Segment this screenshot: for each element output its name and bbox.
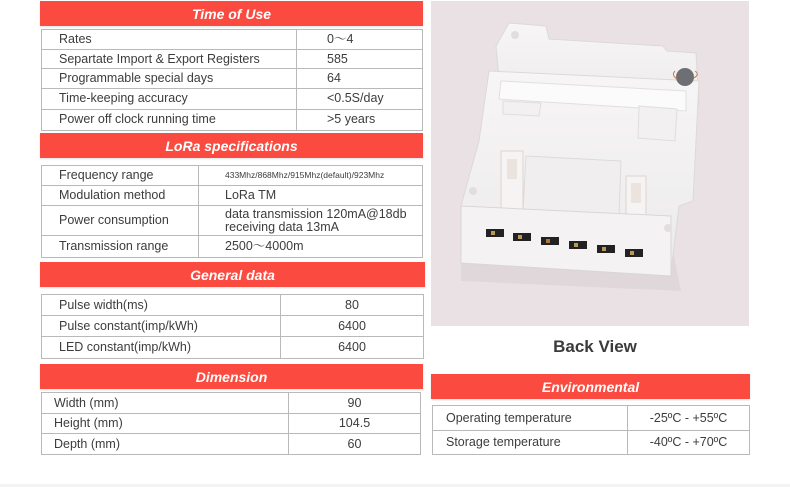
- environmental-table: [432, 405, 750, 455]
- row-label: LED constant(imp/kWh): [42, 337, 281, 359]
- table-row: [42, 88, 423, 109]
- photo-caption: Back View: [553, 337, 637, 356]
- environmental-header: [431, 374, 750, 399]
- row-label: Power consumption: [42, 206, 199, 236]
- lora-header: [40, 133, 423, 158]
- table-row: [42, 413, 421, 434]
- lora-table: [41, 165, 423, 258]
- row-label: Pulse constant(imp/kWh): [42, 316, 281, 337]
- row-value: 6400: [281, 337, 424, 359]
- table-row: [42, 49, 423, 69]
- dimension-table: [41, 392, 421, 455]
- table-row: [42, 69, 423, 89]
- row-value: 2500～4000m: [199, 236, 423, 258]
- meter-back-illustration: [431, 1, 749, 326]
- row-value: -40ºC - +70ºC: [628, 430, 750, 455]
- time-of-use-table: [41, 29, 423, 131]
- row-value: [199, 206, 423, 236]
- dimension-title: Dimension: [195, 368, 268, 385]
- row-value: 104.5: [289, 413, 421, 434]
- row-value: LoRa TM: [199, 186, 423, 206]
- lora-title: LoRa specifications: [165, 137, 298, 154]
- row-label: Programmable special days: [42, 69, 297, 89]
- row-value: 90: [289, 393, 421, 414]
- row-label: Depth (mm): [42, 434, 289, 455]
- table-row: [42, 166, 423, 186]
- table-row: [42, 295, 424, 316]
- row-label: Width (mm): [42, 393, 289, 414]
- row-label: Frequency range: [42, 166, 199, 186]
- row-label: Separtate Import & Export Registers: [42, 49, 297, 69]
- general-data-title: General data: [190, 266, 275, 283]
- row-label: Pulse width(ms): [42, 295, 281, 316]
- value-line: receiving data 13mA: [225, 219, 339, 234]
- table-row: [42, 434, 421, 455]
- row-value: 0～4: [297, 30, 423, 50]
- table-row: [42, 186, 423, 206]
- row-label: Height (mm): [42, 413, 289, 434]
- table-row: [433, 430, 750, 455]
- row-value: 433Mhz/868Mhz/915Mhz(default)/923Mhz: [199, 166, 423, 186]
- row-label: Transmission range: [42, 236, 199, 258]
- row-label: Operating temperature: [433, 406, 628, 431]
- table-row: [42, 316, 424, 337]
- general-data-header: [40, 262, 425, 287]
- environmental-title: Environmental: [541, 378, 640, 395]
- row-value: <0.5S/day: [297, 88, 423, 109]
- row-value: 80: [281, 295, 424, 316]
- value-line: data transmission 120mA@18db: [225, 207, 407, 221]
- row-value: >5 years: [297, 109, 423, 130]
- row-value: 6400: [281, 316, 424, 337]
- row-value: 64: [297, 69, 423, 89]
- row-value: 585: [297, 49, 423, 69]
- row-value: 60: [289, 434, 421, 455]
- table-row: [42, 206, 423, 236]
- row-label: Rates: [42, 30, 297, 50]
- row-label: Modulation method: [42, 186, 199, 206]
- row-label: Storage temperature: [433, 430, 628, 455]
- table-row: [42, 393, 421, 414]
- dimension-header: [40, 364, 423, 389]
- table-row: [42, 337, 424, 359]
- coin-battery: [676, 68, 694, 86]
- time-of-use-title: Time of Use: [191, 5, 272, 22]
- table-row: [42, 30, 423, 50]
- row-label: Power off clock running time: [42, 109, 297, 130]
- table-row: [42, 109, 423, 130]
- product-back-view-image: [431, 1, 749, 326]
- table-row: [433, 406, 750, 431]
- table-row: [42, 236, 423, 258]
- time-of-use-header: [40, 1, 423, 26]
- row-label: Time-keeping accuracy: [42, 88, 297, 109]
- row-value: -25ºC - +55ºC: [628, 406, 750, 431]
- general-data-table: [41, 294, 424, 359]
